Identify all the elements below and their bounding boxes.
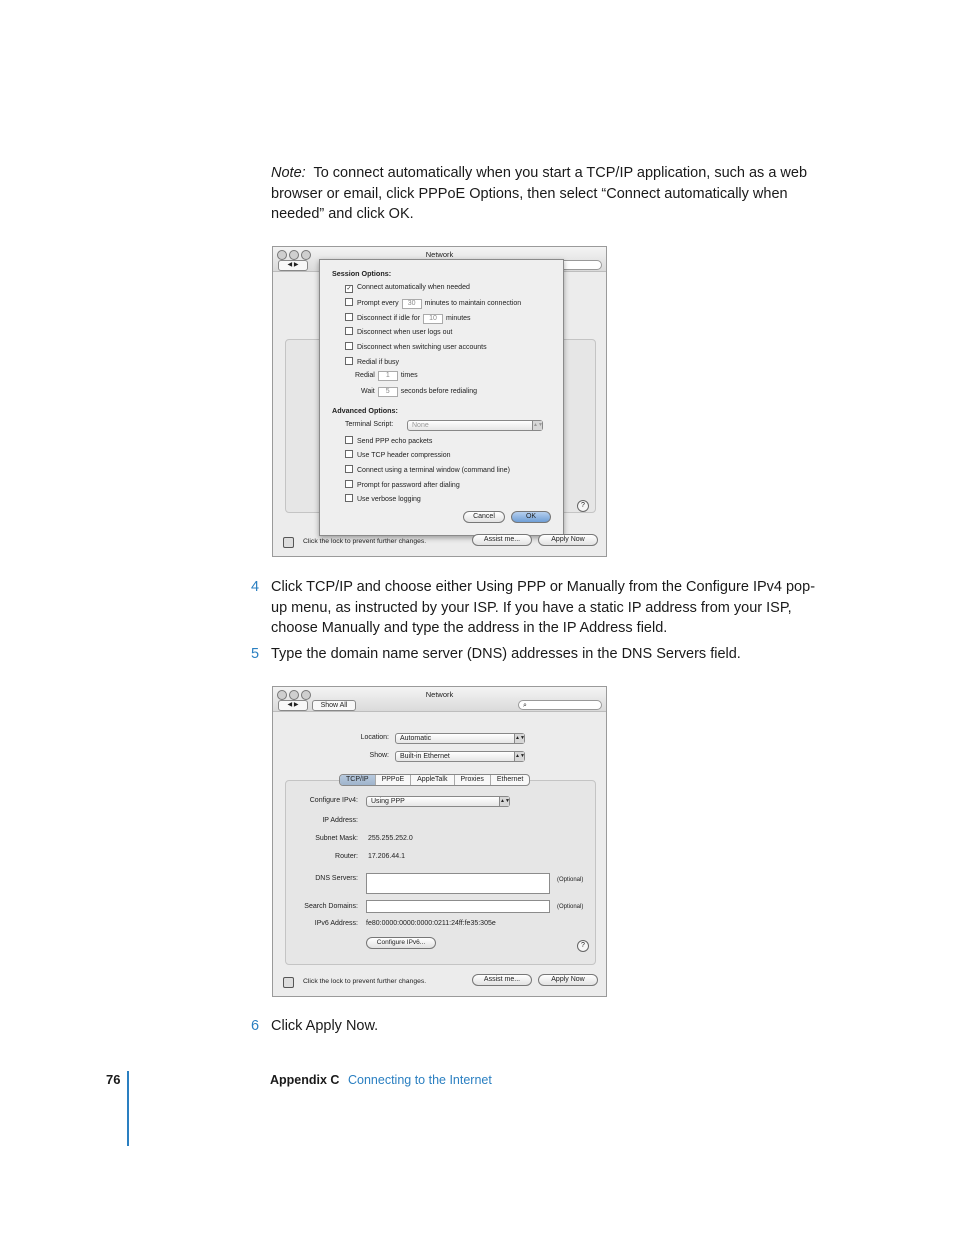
- checkbox-icon[interactable]: [345, 436, 353, 444]
- apply-now-button[interactable]: Apply Now: [538, 974, 598, 986]
- configure-ipv4-label: Configure IPv4:: [309, 797, 358, 804]
- footer-appendix: Appendix C: [270, 1073, 340, 1087]
- checkbox-icon[interactable]: [345, 327, 353, 335]
- prompt-every-option[interactable]: Prompt every 30 minutes to maintain connection: [345, 298, 521, 309]
- idle-minutes-field[interactable]: 10: [423, 314, 443, 324]
- show-popup[interactable]: Built-in Ethernet ▲▼: [395, 751, 525, 762]
- prompt-password-option[interactable]: Prompt for password after dialing: [345, 480, 460, 489]
- ipv6-address-value: fe80:0000:0000:0000:0211:24ff:fe35:305e: [366, 920, 496, 927]
- router-value: 17.206.44.1: [368, 853, 405, 860]
- redial-count-field[interactable]: 1: [378, 371, 398, 381]
- checkbox-icon[interactable]: [345, 494, 353, 502]
- checkbox-icon[interactable]: [345, 298, 353, 306]
- popup-arrows-icon: ▲▼: [500, 798, 510, 804]
- session-options-heading: Session Options:: [332, 269, 392, 278]
- checkbox-icon[interactable]: [345, 480, 353, 488]
- ok-button[interactable]: OK: [511, 511, 551, 523]
- window-title: Network: [425, 690, 454, 699]
- search-optional-note: (Optional): [557, 904, 584, 910]
- note-paragraph: [271, 163, 831, 225]
- lock-hint: Click the lock to prevent further changes.: [303, 538, 427, 545]
- window-bottom-bar: [273, 530, 606, 556]
- ip-address-label: IP Address:: [322, 817, 358, 824]
- disconnect-switch-option[interactable]: Disconnect when switching user accounts: [345, 342, 487, 351]
- terminal-script-popup[interactable]: None ▲▼: [407, 420, 543, 431]
- connect-auto-option[interactable]: ✓ Connect automatically when needed: [346, 284, 470, 292]
- checkbox-icon[interactable]: [345, 342, 353, 350]
- wait-row: Wait 5 seconds before redialing: [361, 388, 478, 395]
- prompt-minutes-field[interactable]: 30: [402, 299, 422, 309]
- location-label: Location:: [360, 734, 389, 741]
- verbose-logging-option[interactable]: Use verbose logging: [345, 494, 421, 503]
- step-text: Click Apply Now.: [271, 1018, 379, 1034]
- redial-count-row: Redial 1 times: [355, 372, 418, 379]
- popup-arrows-icon: ▲▼: [515, 735, 525, 741]
- tab-proxies[interactable]: Proxies: [455, 775, 491, 785]
- checkbox-icon[interactable]: [345, 450, 353, 458]
- lock-icon[interactable]: [283, 537, 294, 548]
- screenshot-tcpip-settings: [272, 686, 607, 997]
- show-label: Show:: [369, 752, 389, 759]
- checkbox-icon[interactable]: [345, 357, 353, 365]
- disconnect-logout-option[interactable]: Disconnect when user logs out: [345, 327, 452, 336]
- dns-optional-note: (Optional): [557, 877, 584, 883]
- back-forward-button[interactable]: ◀ ▶: [278, 260, 308, 271]
- subnet-mask-value: 255.255.252.0: [368, 835, 413, 842]
- search-domains-label: Search Domains:: [304, 903, 358, 910]
- apply-now-button[interactable]: Apply Now: [538, 534, 598, 546]
- assist-me-button[interactable]: Assist me...: [472, 534, 532, 546]
- tab-tcpip[interactable]: TCP/IP: [340, 775, 376, 785]
- cancel-button[interactable]: Cancel: [463, 511, 505, 523]
- redial-busy-option[interactable]: Redial if busy: [345, 357, 399, 366]
- step-number: 6: [251, 1018, 260, 1034]
- disconnect-idle-option[interactable]: Disconnect if idle for 10 minutes: [345, 313, 471, 324]
- note-label: Note:: [271, 165, 306, 181]
- window-bottom-bar: [273, 970, 606, 996]
- terminal-window-option[interactable]: Connect using a terminal window (command line): [345, 465, 510, 474]
- tab-ethernet[interactable]: Ethernet: [496, 776, 524, 783]
- popup-arrows-icon: ▲▼: [533, 422, 543, 428]
- configure-ipv6-button[interactable]: Configure IPv6...: [366, 937, 436, 949]
- settings-tabs: [339, 774, 530, 786]
- advanced-options-heading: Advanced Options:: [332, 406, 398, 415]
- checked-checkbox-icon[interactable]: ✓: [346, 286, 352, 292]
- step-number: 4: [251, 579, 260, 595]
- send-echo-option[interactable]: Send PPP echo packets: [345, 436, 432, 445]
- window-title: Network: [425, 250, 454, 259]
- pppoe-options-sheet: [319, 259, 564, 536]
- show-all-button[interactable]: Show All: [312, 700, 356, 711]
- wait-seconds-field[interactable]: 5: [378, 387, 398, 397]
- location-popup[interactable]: Automatic ▲▼: [395, 733, 525, 744]
- terminal-script-label: Terminal Script:: [345, 421, 394, 428]
- router-label: Router:: [335, 853, 358, 860]
- lock-hint: Click the lock to prevent further changes.: [303, 978, 427, 985]
- tab-pppoe[interactable]: PPPoE: [376, 775, 412, 785]
- checkbox-icon[interactable]: [345, 465, 353, 473]
- popup-arrows-icon: ▲▼: [515, 753, 525, 759]
- search-domains-field[interactable]: [366, 900, 550, 913]
- window-titlebar: [273, 687, 606, 712]
- ipv6-address-label: IPv6 Address:: [314, 920, 358, 927]
- footer-chapter-link[interactable]: Connecting to the Internet: [348, 1073, 492, 1087]
- subnet-mask-label: Subnet Mask:: [315, 835, 358, 842]
- help-icon[interactable]: ?: [577, 940, 589, 952]
- step-text: Type the domain name server (DNS) addresses in the DNS Servers field.: [271, 646, 741, 662]
- page-number: 76: [106, 1072, 121, 1087]
- search-input[interactable]: ⌕: [518, 700, 602, 710]
- checkbox-icon[interactable]: [345, 313, 353, 321]
- screenshot-pppoe-options: [272, 246, 607, 557]
- configure-ipv4-popup[interactable]: Using PPP ▲▼: [366, 796, 510, 807]
- step-text: Click TCP/IP and choose either Using PPP or Manually from the Configure IPv4 pop-up menu, as instructed by your ISP. If you have a static IP address from your ISP, choose Manually and type the address in the IP Address field.: [271, 579, 816, 636]
- help-icon[interactable]: ?: [577, 500, 589, 512]
- footer-rule: [127, 1071, 129, 1146]
- dns-servers-field[interactable]: [366, 873, 550, 894]
- note-text: To connect automatically when you start a TCP/IP application, such as a web browser or email, click PPPoE Options, then select “Connect automatically when needed” and click OK.: [271, 165, 808, 222]
- back-forward-button[interactable]: ◀ ▶: [278, 700, 308, 711]
- step-number: 5: [251, 646, 260, 662]
- assist-me-button[interactable]: Assist me...: [472, 974, 532, 986]
- tab-appletalk[interactable]: AppleTalk: [411, 775, 454, 785]
- tcp-compression-option[interactable]: Use TCP header compression: [345, 450, 451, 459]
- lock-icon[interactable]: [283, 977, 294, 988]
- dns-servers-label: DNS Servers:: [315, 875, 358, 882]
